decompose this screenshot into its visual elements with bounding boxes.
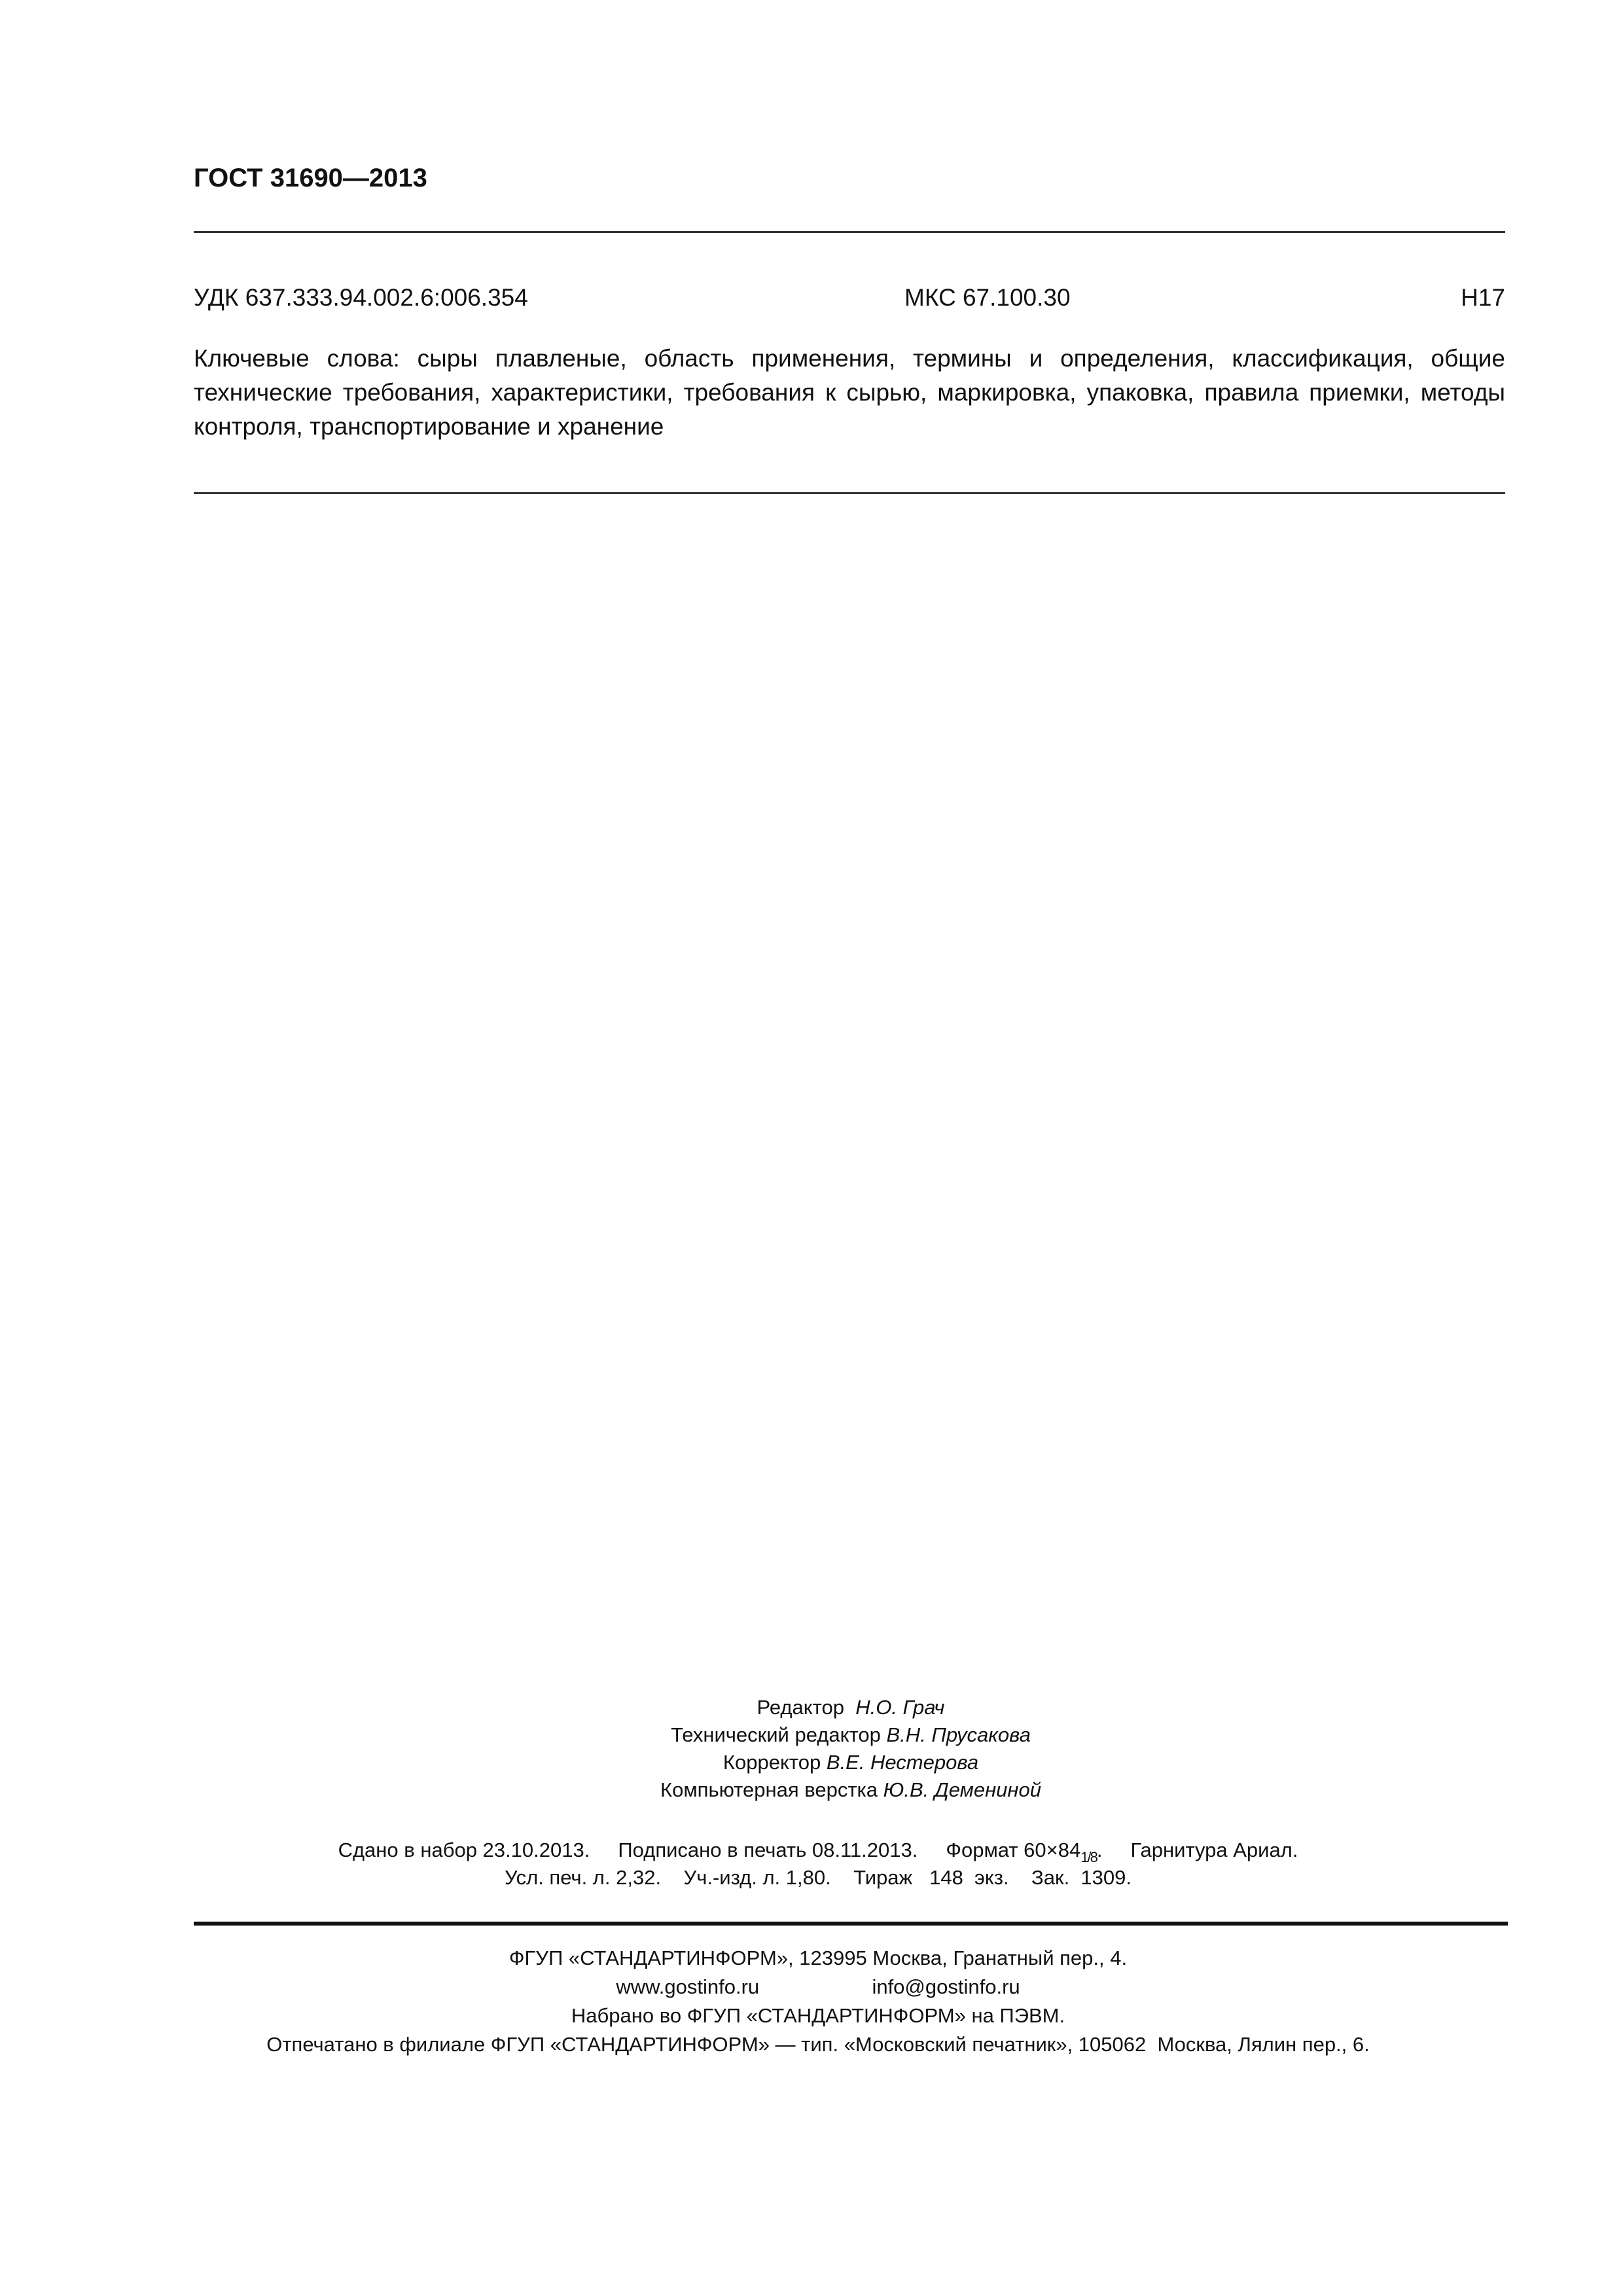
publisher-divider	[194, 1922, 1508, 1926]
proofreader-line	[458, 1749, 1243, 1776]
proofreader-role: Корректор	[722, 1751, 821, 1774]
okp-code: Н17	[1461, 284, 1505, 311]
print-info-text-1: Сдано в набор 23.10.2013. Подписано в печать 08.11.2013. Формат 60×84	[338, 1839, 1081, 1861]
print-info-line-2: Усл. печ. л. 2,32. Уч.-изд. л. 1,80. Тираж 148 экз. Зак. 1309.	[504, 1866, 1132, 1889]
editor-role: Редактор	[757, 1696, 844, 1719]
tech-editor-line	[458, 1721, 1243, 1749]
proofreader-name: В.Е. Нестерова	[826, 1751, 979, 1774]
standard-title: ГОСТ 31690—2013	[194, 164, 427, 192]
tech-editor-role: Технический редактор	[671, 1723, 881, 1746]
typeset-note: Набрано во ФГУП «СТАНДАРТИНФОРМ» на ПЭВМ.	[571, 2004, 1065, 2027]
keywords-divider	[194, 492, 1505, 494]
layout-role: Компьютерная верстка	[660, 1778, 878, 1801]
format-fraction: 1/8	[1080, 1849, 1097, 1865]
layout-name: Ю.В. Демениной	[883, 1778, 1041, 1801]
print-info-line-1	[262, 1837, 1374, 1866]
printed-note: Отпечатано в филиале ФГУП «СТАНДАРТИНФОРМ» — тип. «Московский печатник», 105062 Москва, Лялин пер., 6.	[266, 2033, 1370, 2056]
publisher-address: ФГУП «СТАНДАРТИНФОРМ», 123995 Москва, Гранатный пер., 4.	[508, 1946, 1128, 1969]
editor-line	[458, 1694, 1243, 1721]
print-info-text-2: . Гарнитура Ариал.	[1096, 1839, 1298, 1861]
publisher-email: info@gostinfo.ru	[872, 1975, 1020, 1998]
udk-code: УДК 637.333.94.002.6:006.354	[194, 284, 528, 311]
tech-editor-name: В.Н. Прусакова	[886, 1723, 1031, 1746]
publisher-contacts	[196, 1973, 1440, 2001]
layout-line	[458, 1776, 1243, 1804]
top-divider	[194, 231, 1505, 233]
keywords-paragraph: Ключевые слова: сыры плавленые, область применения, термины и определения, классификация, общие технические требования, характеристики, требования к сырью, маркировка, упаковка, правила приемки, методы контроля, транспортирование и хранение	[194, 345, 1505, 440]
mks-code: МКС 67.100.30	[904, 284, 1071, 311]
editor-name: Н.О. Грач	[855, 1696, 945, 1719]
classification-row	[194, 281, 1505, 314]
publisher-website: www.gostinfo.ru	[616, 1975, 760, 1998]
